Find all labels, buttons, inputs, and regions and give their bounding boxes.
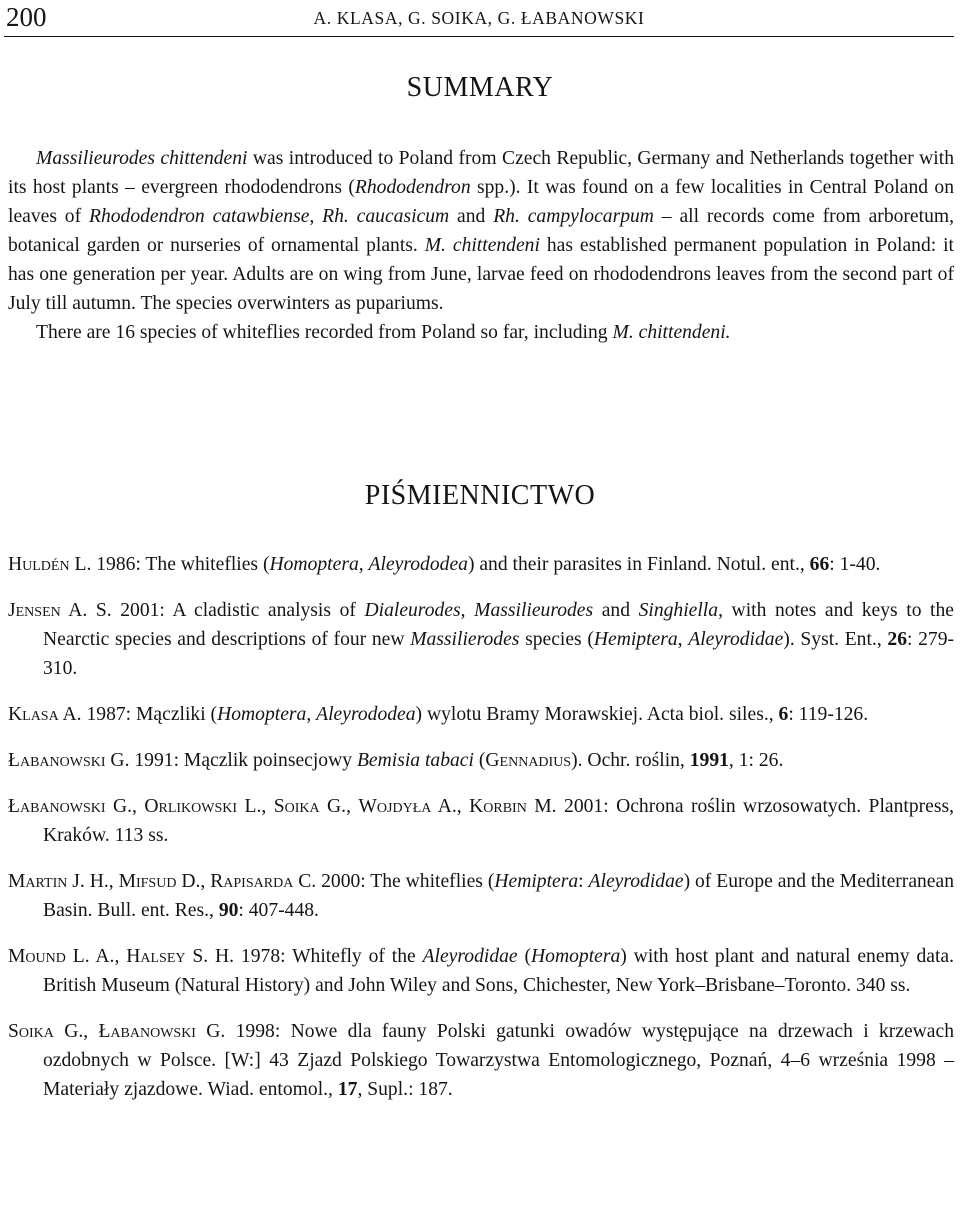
text-run: G. 1998: Nowe dla fauny Polski gatunki owadów występujące na drzewach i krzewach ozdobnych w Polsce. [W:] 43 Zjazd Polskiego Towarzystwa Entomologicznego, Poznań, 4–6 września 1998 – Materiały zjazdowe. Wiad. entomol.,	[43, 1021, 954, 1100]
italic-run: Massilieurodes	[474, 600, 594, 621]
author-name: Korbin	[469, 796, 527, 817]
reference-entry	[8, 867, 954, 925]
text-run: has established permanent population in Poland: it has one generation per year. Adults are on wing from June, larvae feed on rhododendrons leaves from the second part of July till autumn. The species overwinters as pupariums.	[8, 235, 954, 314]
bold-run: 26	[887, 629, 907, 650]
reference-entry	[8, 700, 954, 729]
text-run: D.,	[176, 871, 211, 892]
text-run: ) wylotu Bramy Morawskiej. Acta biol. siles.,	[415, 704, 779, 725]
author-name: Halsey	[126, 946, 186, 967]
summary-paragraph	[8, 144, 954, 318]
italic-run: Aleyrodidae	[688, 629, 784, 650]
bold-run: 90	[218, 900, 239, 921]
text-run: There are 16 species of whiteflies recorded from Poland so far, including	[36, 322, 613, 343]
text-run: L. A.,	[65, 946, 127, 967]
running-head-authors: A. KLASA, G. SOIKA, G. ŁABANOWSKI	[313, 8, 645, 28]
author-name: Soika	[8, 1021, 54, 1042]
italic-run: Homoptera	[531, 946, 621, 967]
author-name: Mifsud	[118, 871, 177, 892]
italic-run: Aleyrodidae	[588, 871, 684, 892]
text-run: ) of Europe and the Mediterranean Basin. Bull. ent. Res.,	[43, 871, 955, 921]
text-run: spp.). It was found on a few localities in Central Poland on leaves of	[8, 177, 954, 227]
author-name: Gennadius	[485, 750, 572, 771]
italic-run: Rhododendron	[354, 177, 471, 198]
author-name: Huldén	[8, 554, 70, 575]
reference-entry	[8, 550, 954, 579]
text-run: ) with host plant and natural enemy data. British Museum (Natural History) and John Wiley and Sons, Chichester, New York–Brisbane–Toronto. 340 ss.	[43, 946, 954, 996]
text-run: G.,	[105, 796, 145, 817]
reference-entry	[8, 596, 954, 683]
text-run: (	[473, 750, 486, 771]
text-run: L.,	[237, 796, 274, 817]
text-run: ,	[460, 600, 475, 621]
author-name: Łabanowski	[8, 796, 106, 817]
italic-run: M. chittendeni	[424, 235, 540, 256]
bold-run: 1991	[689, 750, 729, 771]
text-run: ,	[358, 554, 369, 575]
page-number: 200	[6, 2, 47, 32]
text-run: ). Ochr. roślin,	[571, 750, 690, 771]
reference-entry	[8, 746, 954, 775]
author-name: Orlikowski	[144, 796, 238, 817]
text-run: G.,	[53, 1021, 99, 1042]
italic-run: Singhiella	[638, 600, 719, 621]
text-run: ,	[306, 704, 317, 725]
text-run: A.,	[431, 796, 470, 817]
summary-text	[8, 144, 954, 347]
bold-run: 6	[778, 704, 789, 725]
text-run: and	[593, 600, 639, 621]
italic-run: Rh. campylocarpum	[493, 206, 654, 227]
author-name: Jensen	[8, 600, 61, 621]
reference-list	[8, 550, 954, 1121]
author-name: Łabanowski	[98, 1021, 196, 1042]
text-run: was introduced to Poland from Czech Republic, Germany and Netherlands together with its host plants – evergreen rhododendrons (	[8, 148, 954, 198]
author-name: Klasa	[8, 704, 59, 725]
author-name: Łabanowski	[8, 750, 106, 771]
running-head	[4, 0, 954, 36]
summary-paragraph	[8, 318, 954, 347]
author-name: Martin	[8, 871, 68, 892]
text-run: , Supl.: 187.	[357, 1079, 453, 1100]
text-run: M. 2001: Ochrona roślin wrzosowatych. Plantpress, Kraków. 113 ss.	[43, 796, 955, 846]
author-name: Mound	[8, 946, 66, 967]
text-run: : 407-448.	[238, 900, 319, 921]
references-heading: PIŚMIENNICTWO	[364, 480, 596, 511]
text-run: and	[449, 206, 494, 227]
text-run: : 1-40.	[829, 554, 881, 575]
text-run: : 279-310.	[43, 629, 955, 679]
italic-run: M. chittendeni.	[612, 322, 731, 343]
italic-run: Massilieurodes chittendeni	[36, 148, 248, 169]
text-run: ,	[677, 629, 689, 650]
header-rule	[4, 36, 954, 37]
text-run: S. H. 1978: Whitefly of the	[185, 946, 423, 967]
text-run: C. 2000: The whiteflies (	[293, 871, 495, 892]
author-name: Soika	[273, 796, 320, 817]
italic-run: Hemiptera	[593, 629, 678, 650]
author-name: Rapisarda	[210, 871, 294, 892]
reference-entry	[8, 942, 954, 1000]
text-run: species (	[519, 629, 594, 650]
italic-run: Hemiptera	[494, 871, 579, 892]
text-run: G. 1991: Mączlik poinsecjowy	[105, 750, 357, 771]
italic-run: Rhododendron catawbiense, Rh. caucasicum	[88, 206, 450, 227]
text-run: :	[578, 871, 589, 892]
text-run: ). Syst. Ent.,	[783, 629, 888, 650]
text-run: A. 1987: Mączliki (	[58, 704, 218, 725]
text-run: , 1: 26.	[728, 750, 784, 771]
italic-run: Massilierodes	[410, 629, 520, 650]
italic-run: Bemisia tabaci	[356, 750, 474, 771]
text-run: A. S. 2001: A cladistic analysis of	[60, 600, 365, 621]
text-run: ) and their parasites in Finland. Notul. ent.,	[467, 554, 810, 575]
italic-run: Aleyrododea	[368, 554, 468, 575]
text-run: , with notes and keys to the Nearctic species and descriptions of four new	[43, 600, 954, 650]
text-run: G.,	[319, 796, 359, 817]
reference-entry	[8, 792, 954, 850]
text-run: : 119-126.	[788, 704, 869, 725]
italic-run: Dialeurodes	[364, 600, 461, 621]
italic-run: Aleyrododea	[316, 704, 416, 725]
text-run: (	[517, 946, 532, 967]
summary-heading: SUMMARY	[406, 72, 554, 103]
text-run: L. 1986: The whiteflies (	[69, 554, 270, 575]
bold-run: 66	[809, 554, 830, 575]
italic-run: Aleyrodidae	[422, 946, 518, 967]
reference-entry	[8, 1017, 954, 1104]
italic-run: Homoptera	[217, 704, 307, 725]
text-run: J. H.,	[67, 871, 119, 892]
italic-run: Homoptera	[269, 554, 359, 575]
bold-run: 17	[337, 1079, 358, 1100]
text-run: – all records come from arboretum, botanical garden or nurseries of ornamental plants.	[8, 206, 955, 256]
author-name: Wojdyła	[358, 796, 432, 817]
